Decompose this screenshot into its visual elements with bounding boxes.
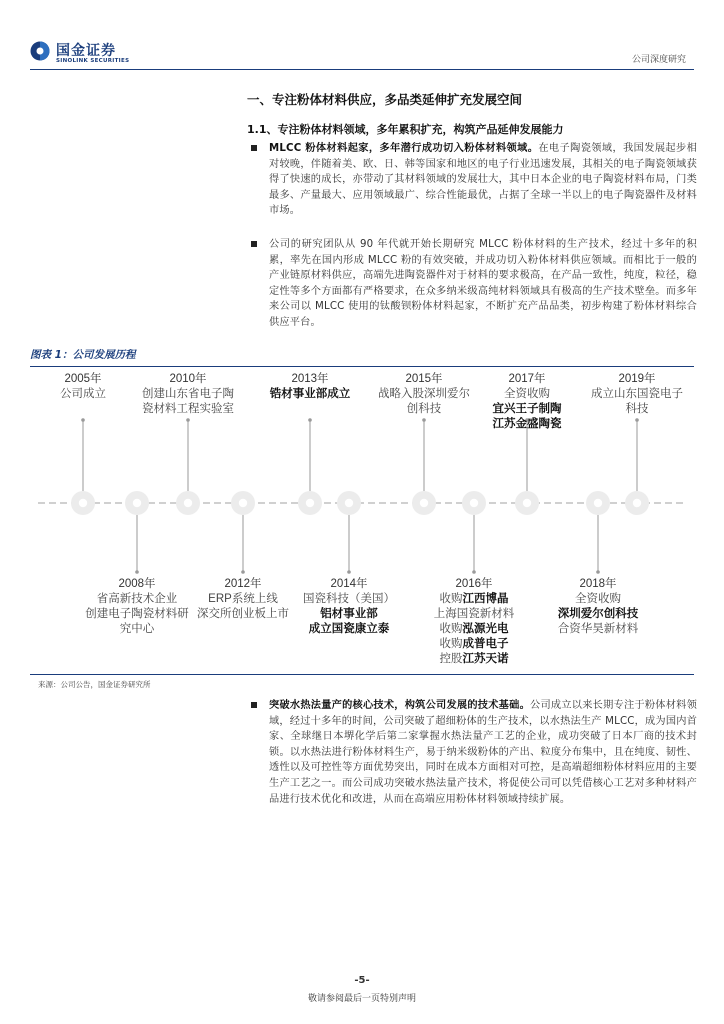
- timeline-connector-end: [472, 570, 476, 574]
- figure-bottom-rule: [30, 674, 694, 675]
- timeline-node-dot: [306, 499, 314, 507]
- event-year: 2015年: [405, 373, 443, 385]
- timeline-event: [472, 372, 582, 432]
- event-year: 2014年: [330, 578, 368, 590]
- bullet-paragraph-3: [251, 698, 697, 807]
- timeline-connector-end: [81, 418, 85, 422]
- bullet-text: [269, 698, 697, 807]
- event-description: 科技: [625, 403, 649, 415]
- timeline-event: [369, 372, 479, 417]
- section-heading: 一、专注粉体材料供应，多品类延伸扩充发展空间: [247, 92, 523, 107]
- event-description: 收购泓源光电: [439, 623, 509, 635]
- event-description: 公司成立: [60, 388, 106, 400]
- timeline-node-dot: [420, 499, 428, 507]
- event-description: 创科技: [406, 403, 442, 415]
- figure-source: 来源：公司公告，国金证券研究所: [38, 680, 151, 689]
- bullet-lead: MLCC 粉体材料起家，多年潜行成功切入粉体材料领域。: [269, 143, 539, 154]
- event-description: 控股江苏天诺: [439, 653, 509, 665]
- timeline-node-dot: [523, 499, 531, 507]
- bullet-square-icon: [251, 241, 257, 247]
- event-description: 全资收购: [504, 388, 550, 400]
- timeline-node-dot: [345, 499, 353, 507]
- timeline-event: [543, 577, 653, 637]
- bullet-square-icon: [251, 702, 257, 708]
- event-description: 创建山东省电子陶: [142, 388, 234, 400]
- timeline-event: [582, 372, 692, 417]
- timeline-connector-end: [422, 418, 426, 422]
- timeline-connector-end: [635, 418, 639, 422]
- bullet-body: 公司成立以来长期专注于粉体材料领域，经过十多年的时间，公司突破了超细粉体的生产技术，以水热法生产 MLCC，成为国内首家、全球继日本堺化学后第二家掌握水热法量产工艺的企业，成功突破了日本厂商的技术封锁。以水热法进行粉体材料生产，易于纳米级粉体的产出、粒度分布集中，且在纯度、韧性、透性以及可控性等方面优势突出，同时在成本方面相对可控，是高端超细粉体材料应用的主要生产工艺之一。而公司成功突破水热法量产技术，将促使公司可以凭借核心工艺对多种材料产品进行技术优化和改进，从而在高端应用粉体材料领域持续扩展。: [269, 700, 698, 805]
- event-year: 2018年: [579, 578, 617, 590]
- timeline-event: [82, 577, 192, 637]
- event-description: 锆材事业部成立: [269, 388, 351, 400]
- event-year: 2005年: [64, 373, 102, 385]
- timeline-event: [255, 372, 365, 402]
- footer-disclaimer: 敬请参阅最后一页特别声明: [307, 994, 416, 1004]
- bullet-body: 公司的研究团队从 90 年代就开始长期研究 MLCC 粉体材料的生产技术，经过十多年的积累，率先在国内形成 MLCC 粉的有效突破，并成功切入粉体材料供应领域。而相比于一般的产业链原材料供应，高端先进陶瓷器件对于材料的要求极高，在产品一致性，纯度，粒径，稳定性等多个方面都有严格要求，在众多纳米级高纯材料领域具有极高的生产技术壁垒。而多年来公司以 MLCC 使用的钛酸钡粉体材料起家，不断扩充产品品类，初步构建了粉体材料综合供应平台。: [269, 239, 697, 328]
- timeline-node-dot: [470, 499, 478, 507]
- brand-name-en: SINOLINK SECURITIES: [56, 58, 130, 64]
- event-description: 铝材事业部: [320, 608, 378, 620]
- event-year: 2019年: [618, 373, 656, 385]
- page-number: -5-: [354, 975, 370, 986]
- timeline-node-dot: [79, 499, 87, 507]
- timeline-connector-end: [186, 418, 190, 422]
- event-year: 2010年: [169, 373, 207, 385]
- timeline-event: [188, 577, 298, 622]
- event-description: 深交所创业板上市: [197, 608, 289, 620]
- event-description: 成立国瓷康立泰: [308, 623, 390, 635]
- event-description: 战略入股深圳爱尔: [378, 388, 470, 400]
- event-year: 2017年: [508, 373, 546, 385]
- report-type-label: 公司深度研究: [631, 55, 686, 65]
- bullet-lead: 突破水热法量产的核心技术，构筑公司发展的技术基础。: [269, 700, 531, 711]
- event-description: 上海国瓷新材料: [433, 608, 515, 620]
- event-description: 宜兴王子制陶: [492, 403, 562, 415]
- event-year: 2012年: [224, 578, 262, 590]
- timeline-connector-end: [308, 418, 312, 422]
- timeline-event: [133, 372, 243, 417]
- event-description: 国瓷科技（美国）: [303, 593, 395, 605]
- bullet-paragraph-1: [251, 141, 697, 219]
- bullet-square-icon: [251, 145, 257, 151]
- section-subheading: 1.1、专注粉体材料领域，多年累积扩充，构筑产品延伸发展能力: [247, 123, 564, 136]
- timeline-node-dot: [633, 499, 641, 507]
- timeline-connector-end: [135, 570, 139, 574]
- timeline-event: [28, 372, 138, 402]
- timeline-node-dot: [239, 499, 247, 507]
- timeline-node-dot: [184, 499, 192, 507]
- header-divider: [30, 69, 694, 70]
- event-year: 2013年: [291, 373, 329, 385]
- brand-name-cn: 国金证券: [56, 43, 116, 59]
- event-description: 合资华昊新材料: [557, 623, 639, 635]
- timeline-connector-end: [596, 570, 600, 574]
- bullet-text: [269, 237, 697, 331]
- event-description: 瓷材料工程实验室: [142, 403, 234, 415]
- event-description: 成立山东国瓷电子: [591, 388, 683, 400]
- timeline-connector-end: [241, 570, 245, 574]
- timeline-node-dot: [594, 499, 602, 507]
- brand-logo-icon: [30, 40, 50, 62]
- timeline-event: [294, 577, 404, 637]
- timeline-event: [419, 577, 529, 667]
- figure-title: 图表 1：公司发展历程: [30, 349, 136, 361]
- event-description: 省高新技术企业: [96, 593, 178, 605]
- event-year: 2008年: [118, 578, 156, 590]
- event-description: 全资收购: [575, 593, 621, 605]
- bullet-text: [269, 141, 697, 219]
- bullet-paragraph-2: [251, 237, 697, 331]
- event-year: 2016年: [455, 578, 493, 590]
- event-description: 江苏金盛陶瓷: [492, 418, 562, 430]
- timeline-node-dot: [133, 499, 141, 507]
- event-description: 究中心: [119, 623, 155, 635]
- event-description: 收购成普电子: [439, 638, 509, 650]
- event-description: 创建电子陶瓷材料研: [85, 608, 189, 620]
- event-description: 深圳爱尔创科技: [557, 608, 639, 620]
- bullet-body: 在电子陶瓷领域，我国发展起步相对较晚，伴随着美、欧、日、韩等国家和地区的电子行业迅速发展，其相关的电子陶瓷领域获得了快速的成长，亦带动了其材料领域的发展壮大，其中日本企业的电子陶瓷材料布局，门类最多、产量最大、应用领域最广、综合性能最优，占据了全球一半以上的电子陶瓷器件及材料市场。: [269, 143, 698, 217]
- event-description: 收购江西博晶: [439, 593, 509, 605]
- event-description: ERP系统上线: [208, 593, 278, 605]
- timeline-connector-end: [347, 570, 351, 574]
